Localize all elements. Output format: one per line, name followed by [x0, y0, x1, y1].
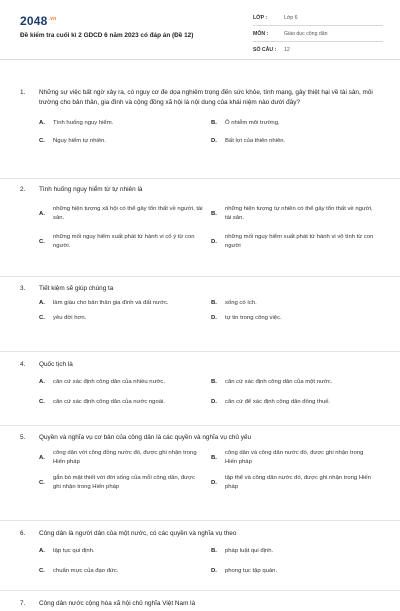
option-a[interactable] [39, 449, 211, 468]
question-list [0, 60, 400, 611]
option-text: chuẩn mực của đạo đức. [53, 568, 119, 575]
option-letter: A. [39, 210, 45, 217]
option-letter: A. [39, 378, 45, 385]
option-letter: B. [211, 547, 217, 554]
option-grid [39, 299, 380, 324]
question-number: 7. [20, 600, 26, 607]
option-letter: C. [39, 479, 45, 486]
option-letter: B. [211, 299, 217, 306]
question-item [0, 60, 400, 179]
question-text: Quốc tịch là [39, 361, 73, 368]
option-a[interactable] [39, 547, 211, 556]
option-b[interactable] [211, 205, 383, 224]
option-letter: A. [39, 119, 45, 126]
option-text: phong tục tập quán. [225, 568, 278, 575]
question-item [0, 426, 400, 521]
option-d[interactable] [211, 398, 383, 407]
option-d[interactable] [211, 474, 383, 493]
meta-value: Giáo dục công dân [284, 30, 328, 37]
question-text: Tình huống nguy hiểm từ tự nhiên là [39, 186, 143, 193]
option-c[interactable] [39, 314, 211, 323]
site-logo[interactable] [20, 14, 56, 28]
option-letter: D. [211, 399, 217, 406]
question-text-row [20, 360, 380, 370]
option-letter: C. [39, 315, 45, 322]
option-b[interactable] [211, 449, 383, 468]
question-text-row [20, 599, 380, 609]
meta-table [253, 10, 383, 58]
option-text: những hiện tượng xã hội có thể gây tổn thất về người, tài sản. [53, 205, 203, 222]
question-text: Quyền và nghĩa vụ cơ bản của công dân là các quyền và nghĩa vụ chủ yếu [39, 434, 252, 441]
option-letter: D. [211, 568, 217, 575]
question-text-row [20, 88, 380, 108]
option-d[interactable] [211, 314, 383, 323]
question-number: 2. [20, 186, 26, 193]
option-d[interactable] [211, 567, 383, 576]
question-text: Công dân nước cộng hòa xã hội chủ nghĩa Việt Nam là [39, 600, 196, 607]
option-d[interactable] [211, 137, 383, 146]
meta-row-class [253, 10, 383, 26]
question-number: 6. [20, 530, 26, 537]
option-d[interactable] [211, 233, 383, 252]
question-item [0, 277, 400, 352]
option-b[interactable] [211, 547, 383, 556]
option-text: Tình huống nguy hiểm. [53, 119, 114, 126]
question-number: 5. [20, 434, 26, 441]
option-text: công dân và công dân nước đó, được ghi nhận trong Hiến pháp [225, 449, 364, 466]
question-text-row [20, 529, 380, 539]
option-b[interactable] [211, 378, 383, 387]
question-text-row [20, 185, 380, 195]
option-c[interactable] [39, 233, 211, 252]
meta-label: MÔN : [253, 30, 269, 37]
option-b[interactable] [211, 119, 383, 128]
option-letter: B. [211, 378, 217, 385]
option-c[interactable] [39, 567, 211, 576]
question-text-row [20, 284, 380, 294]
meta-label: LỚP : [253, 14, 268, 21]
option-text: tự tin trong công việc. [225, 315, 282, 322]
option-grid [39, 205, 380, 252]
logo-text: 2048 [20, 14, 48, 28]
option-text: yêu đời hơn. [53, 315, 87, 322]
option-text: căn cứ xác định công dân của một nước. [225, 378, 333, 385]
option-text: Bất lợi của thiên nhiên. [225, 138, 286, 145]
logo-suffix: .vn [48, 16, 57, 22]
option-letter: D. [211, 479, 217, 486]
question-text: Tiết kiệm sẽ giúp chúng ta [39, 285, 114, 292]
option-text: những mối nguy hiểm xuất phát từ hành vi vô tình từ con người [225, 233, 374, 250]
option-c[interactable] [39, 398, 211, 407]
option-text: những hiện tượng tự nhiên có thể gây tổn thất về người, tài sản. [225, 205, 373, 222]
option-letter: C. [39, 138, 45, 145]
option-letter: D. [211, 238, 217, 245]
option-text: Nguy hiểm tự nhiên. [53, 138, 107, 145]
option-b[interactable] [211, 299, 383, 308]
option-grid [39, 378, 380, 408]
option-letter: A. [39, 299, 45, 306]
option-a[interactable] [39, 299, 211, 308]
option-c[interactable] [39, 474, 211, 493]
question-text: Những sự việc bất ngờ xảy ra, có nguy cơ đe dọa nghiêm trọng đến sức khỏe, tính mạng, gây thiệt hại về tài sản, môi trường cho bản thân, gia đình và cộng đồng xã hội là nội dung của khái niệm nào dưới đây? [39, 89, 373, 106]
option-letter: B. [211, 119, 217, 126]
option-letter: C. [39, 399, 45, 406]
meta-row-count [253, 42, 383, 58]
question-text: Công dân là người dân của một nước, có các quyền và nghĩa vụ theo [39, 530, 237, 537]
option-letter: C. [39, 568, 45, 575]
question-number: 3. [20, 285, 26, 292]
option-grid [39, 449, 380, 493]
question-text-row [20, 433, 380, 443]
option-grid [39, 547, 380, 577]
option-text: Ô nhiễm môi trường. [225, 119, 280, 126]
option-text: căn cứ xác định công dân của nước ngoài. [53, 399, 165, 406]
option-text: sống có ích. [225, 299, 257, 306]
option-a[interactable] [39, 378, 211, 387]
question-item [0, 352, 400, 426]
option-text: căn cứ để xác định công dân đồng thuế. [225, 399, 331, 406]
question-item [0, 591, 400, 611]
option-a[interactable] [39, 119, 211, 128]
option-letter: D. [211, 315, 217, 322]
question-item [0, 521, 400, 591]
option-text: công dân với công đồng nước đó, được ghi nhận trong Hiến pháp [53, 449, 197, 466]
question-number: 4. [20, 361, 26, 368]
option-letter: A. [39, 547, 45, 554]
question-number: 1. [20, 89, 26, 96]
option-a[interactable] [39, 205, 211, 224]
option-letter: A. [39, 454, 45, 461]
option-c[interactable] [39, 137, 211, 146]
meta-row-subject [253, 26, 383, 42]
option-grid [39, 119, 380, 147]
document-title: Đề kiểm tra cuối kì 2 GDCD 6 năm 2023 có đáp án (Đề 12) [20, 32, 194, 39]
option-letter: B. [211, 210, 217, 217]
option-letter: D. [211, 138, 217, 145]
page-header [0, 0, 400, 60]
meta-value: Lớp 6 [284, 14, 298, 21]
option-text: căn cứ xác định công dân của nhiều nước. [53, 378, 165, 385]
question-item [0, 179, 400, 277]
meta-label: SỐ CÂU : [253, 47, 277, 53]
option-text: tập tục qui định. [53, 547, 95, 554]
option-text: gắn bó mật thiết với đời sống của mỗi công dân, được ghi nhận trong Hiến pháp [53, 474, 195, 491]
option-letter: B. [211, 454, 217, 461]
option-letter: C. [39, 238, 45, 245]
option-text: pháp luật qui định. [225, 547, 274, 554]
option-text: tập thể và công dân nước đó, được ghi nhận trong Hiến pháp [225, 474, 371, 491]
meta-value: 12 [284, 47, 290, 53]
option-text: những mối nguy hiểm xuất phát từ hành vi cố ý từ con người. [53, 233, 195, 250]
option-text: làm giàu cho bản thân gia đình và đất nước. [53, 299, 169, 306]
